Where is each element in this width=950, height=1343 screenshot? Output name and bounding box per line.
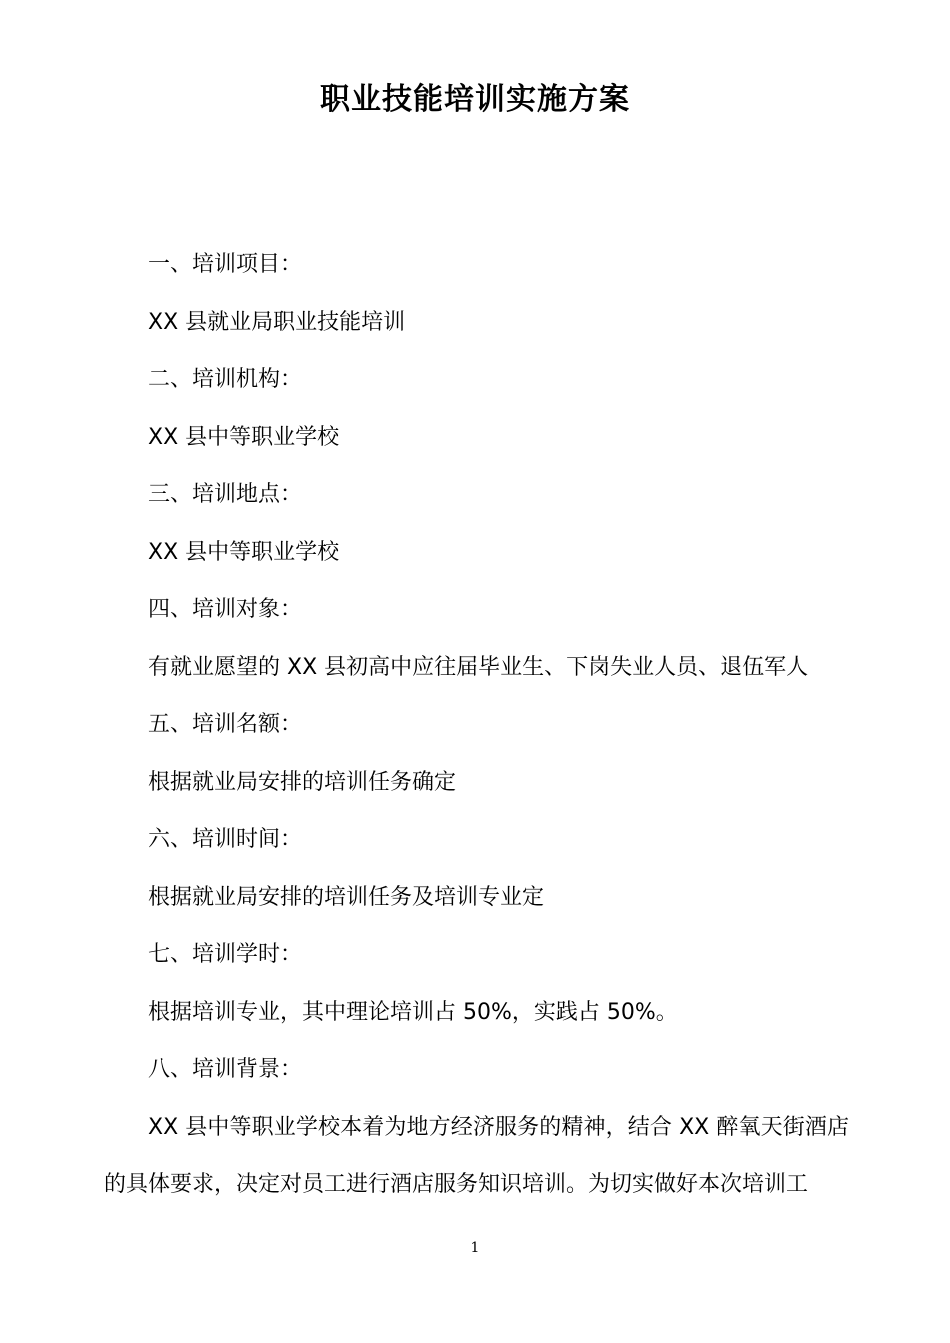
document-title: 职业技能培训实施方案 xyxy=(320,82,630,117)
page-number: 1 xyxy=(470,1240,480,1256)
section-body-institution: XX 县中等职业学校 xyxy=(148,424,340,450)
section-body-location: XX 县中等职业学校 xyxy=(148,539,340,565)
section-heading-audience: 四、培训对象： xyxy=(148,597,303,622)
section-body-audience: 有就业愿望的 XX 县初高中应往届毕业生、下岗失业人员、退伍军人 xyxy=(148,654,809,680)
document-body xyxy=(104,236,849,1214)
section-body-background: XX 县中等职业学校本着为地方经济服务的精神，结合 XX 醉氧天街酒店的具体要求，决定对员工进行酒店服务知识培训。为切实做好本次培训工 xyxy=(104,1114,849,1197)
section-heading-quota: 五、培训名额： xyxy=(148,712,303,737)
section-body-project: XX 县就业局职业技能培训 xyxy=(148,309,406,335)
section-body-hours: 根据培训专业，其中理论培训占 50%，实践占 50%。 xyxy=(148,999,678,1025)
section-heading-hours: 七、培训学时： xyxy=(148,942,303,967)
section-heading-time: 六、培训时间： xyxy=(148,827,303,852)
section-heading-background: 八、培训背景： xyxy=(148,1057,303,1082)
section-heading-project: 一、培训项目： xyxy=(148,252,303,277)
section-heading-location: 三、培训地点： xyxy=(148,482,303,507)
section-body-quota: 根据就业局安排的培训任务确定 xyxy=(148,769,457,795)
section-body-time: 根据就业局安排的培训任务及培训专业定 xyxy=(148,884,545,910)
section-heading-institution: 二、培训机构： xyxy=(148,367,303,392)
